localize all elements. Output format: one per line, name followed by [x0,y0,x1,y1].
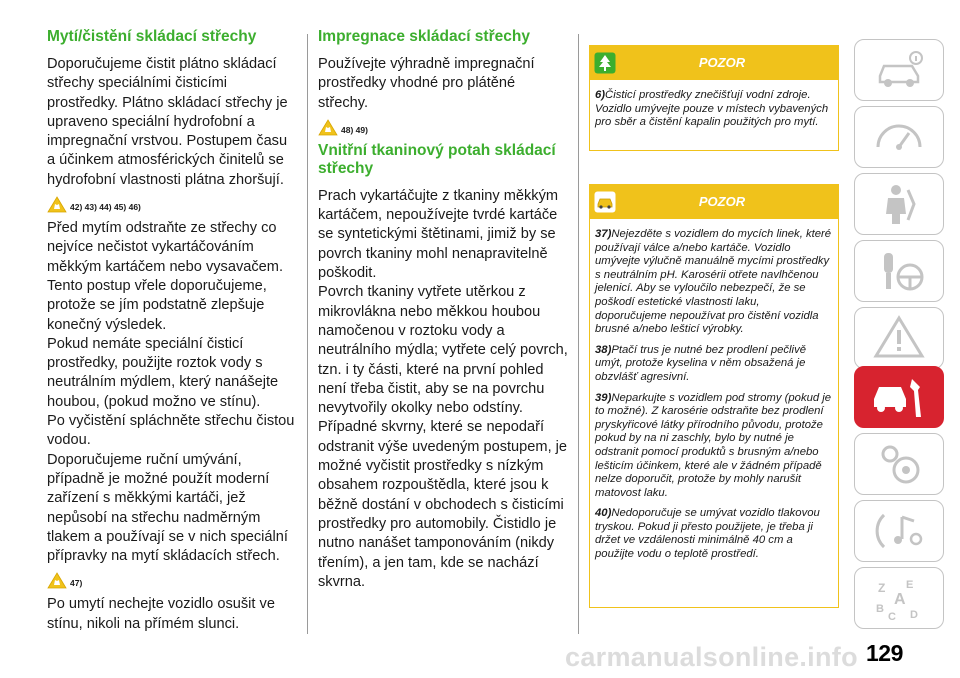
svg-text:A: A [894,591,906,608]
warning-item-text: Neparkujte s vozidlem pod stromy (pokud je to možné). Z karosérie odstraňte bez prodlení pryskyřicové látky přírodního původu, protože pokud by na ni zaschly, bylo by nutné je odstranit pomocí produktů s brusným a/nebo lešticím účinkem, které ale v žádném případě nelze doporučit, protože by mohly narušit matovost laku. [595,391,832,499]
warning-light-icon [872,314,926,362]
reference-numbers[interactable]: 48) 49) [341,124,368,135]
warning-item-number: 40) [595,507,612,520]
car-info-icon [872,46,926,94]
sidebar-tab-dashboard[interactable] [854,106,944,168]
sidebar-tab-safety[interactable] [854,173,944,235]
warning-hand-icon [47,572,67,589]
warning-hand-icon [47,196,67,213]
warning-item [595,392,834,501]
column-middle [318,28,568,592]
warning-item-number: 38) [595,343,612,356]
warning-item [595,89,834,130]
paragraph: Používejte výhradně impregnační prostředky vhodné pro plátěné střechy. [318,56,535,111]
warning-item [595,344,834,385]
index-icon [872,574,926,622]
reference-numbers[interactable]: 47) [70,578,83,589]
multimedia-icon [872,507,926,555]
sidebar-tab-multimedia[interactable] [854,500,944,562]
svg-text:E: E [906,579,914,591]
warning-box-car-care [589,184,839,608]
warning-box-title: POZOR [698,55,746,70]
warning-item-text: Nejezděte s vozidlem do mycích linek, které používají válce a/nebo kartáče. Vozidlo umývejte výlučně manuálně mycími prostředky s neutrálním pH. Karosérii otřete navlhčenou jelenicí. Aby se vyloučilo nebezpečí, že se poškodí estetické vlastnosti laku, doporučujeme nepoužívat pro čistění vozidla brusné a/nebo lešticí výrobky. [595,228,832,336]
watermark: carmanualsonline.info [565,642,858,672]
reference-numbers[interactable]: 42) 43) 44) 45) 46) [70,202,141,213]
svg-text:D: D [910,609,918,621]
sidebar-tab-starting-driving[interactable] [854,240,944,302]
paragraph: Před mytím odstraňte ze střechy co nejvíce nečistot vykartáčováním měkkým kartáčem nebo vysavačem. Tento postup vřele doporučujeme, protože se jím podstatně zlepšuje konečný výsledek. [47,220,284,333]
warning-reference [47,572,297,589]
column-left [47,28,297,634]
column-divider [578,34,579,634]
svg-text:B: B [876,603,884,615]
warning-item-text: Čisticí prostředky znečišťují vodní zdroje. Vozidlo umývejte pouze v místech vybavených pro sběr a čistění kapalin použitých pro mytí. [595,89,829,129]
warning-box-header [590,46,838,80]
warning-box-title: POZOR [698,194,746,209]
warning-item [595,228,834,337]
paragraph: Doporučujeme čistit plátno skládací střechy speciálními čisticími prostředky. Plátno skládací střechy je upraveno speciální hydrofobní a impregnační vrstvou. Postupem času a účinkem atmosférických činitelů se hydrofobní vlastnosti plátna zhoršují. [47,56,288,188]
warning-item-text: Nedoporučuje se umývat vozidlo tlakovou tryskou. Pokud ji přesto použijete, je třeba ji držet ve vzdálenosti minimálně 40 cm a použijte vodu o teplotě prostředí. [595,507,820,561]
warning-reference [47,196,297,213]
svg-text:Z: Z [878,581,886,595]
paragraph: Pokud nemáte speciální čisticí prostředky, použijte roztok vody s neutrálním mýdlem, který nanášejte houbou, (pokud možno ve stínu). [47,335,279,410]
warning-item-text: Ptačí trus je nutné bez prodlení pečlivě umýt, protože kyselina v něm obsažená je obzvlášť agresivní. [595,343,807,383]
warning-box-header [590,185,838,219]
dashboard-icon [872,113,926,161]
car-service-icon [872,373,926,421]
warning-hand-icon [318,119,338,136]
paragraph: Případné skvrny, které se nepodaří odstranit výše uvedeným postupem, je možné vyčistit prostředky s nízkým obsahem rozpouštědla, které jsou k běžně dostání v obchodech s čisticími prostředky pro automobily. Čistidlo je nutno nanášet tamponováním (nikdy třením), a jen tam, kde se nachází skvrna. [318,419,568,590]
warning-item-number: 39) [595,391,612,404]
sidebar-tab-warning-lights[interactable] [854,307,944,369]
svg-text:C: C [888,611,896,622]
paragraph: Povrch tkaniny vytřete utěrkou z mikrovlákna nebo měkkou houbou namočenou v roztoku vody a neutrálního mýdla; vytřete celý povrch, tzn. i ty části, které na první pohled není třeba čistit, aby se na povrchu nevytvořily okolky nebo odstíny. [318,284,568,417]
sidebar-tab-index[interactable] [854,567,944,629]
column-divider [307,34,308,634]
warning-item-number: 37) [595,228,612,240]
section-heading: Impregnace skládací střechy [318,28,530,45]
sidebar-tab-car-info[interactable] [854,39,944,101]
warning-item [595,507,834,561]
section-heading: Vnitřní tkaninový potah skládací střechy [318,141,556,177]
warning-box-environment [589,45,839,151]
warning-item-number: 6) [595,89,606,101]
sidebar-tab-technical-data[interactable] [854,433,944,495]
paragraph: Prach vykartáčujte z tkaniny měkkým kartáčem, nepoužívejte tvrdé kartáče se syntetickými štětinami, jimiž by se povrch tkaniny mohl nenapravitelně poškodit. [318,187,559,282]
warning-box-body [590,80,838,130]
key-driving-icon [872,247,926,295]
page-number: 129 [866,640,903,666]
paragraph: Doporučujeme ruční umývání, případně je možné použít moderní zařízení s měkkými kartáči, jež nepůsobí na střechu nadměrným tlakem a používají se v nich speciální přípravky na mytí skládacích střech. [47,451,288,565]
technical-data-icon [872,440,926,488]
paragraph: Po vyčistění spláchněte střechu čistou vodou. [47,413,295,449]
section-heading: Mytí/čistění skládací střechy [47,28,257,45]
safety-icon [872,180,926,228]
warning-box-body [590,219,838,562]
warning-reference [318,119,568,136]
sidebar-tab-service-care[interactable] [854,366,944,428]
paragraph: Po umytí nechejte vozidlo osušit ve stínu, nikoli na přímém slunci. [47,596,275,632]
